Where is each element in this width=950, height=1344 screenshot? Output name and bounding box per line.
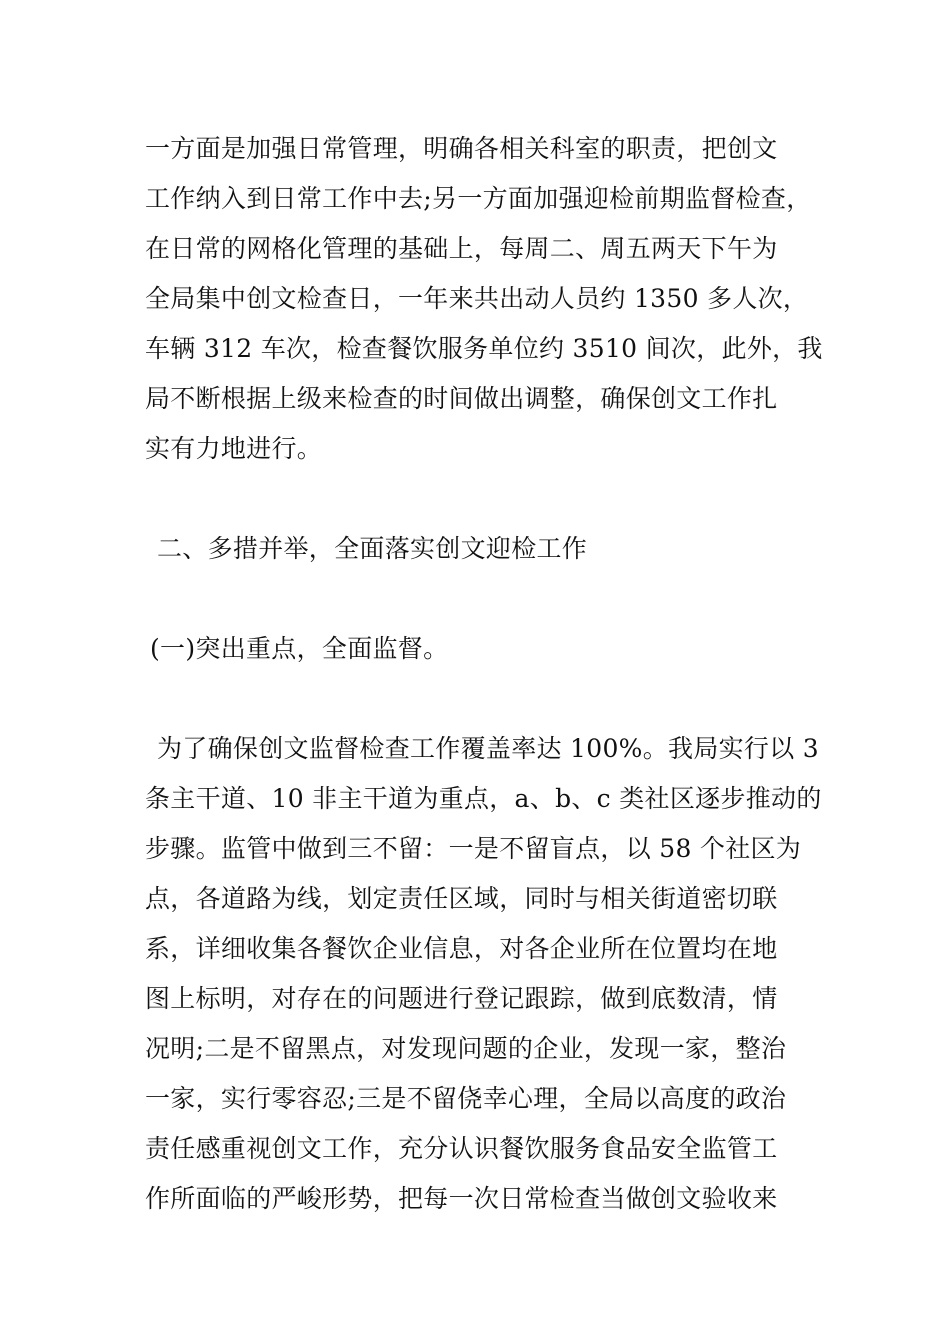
paragraph-line: 系，详细收集各餐饮企业信息，对各企业所在位置均在地 bbox=[145, 934, 778, 963]
paragraph-line: 在日常的网格化管理的基础上，每周二、周五两天下午为 bbox=[145, 234, 778, 263]
paragraph-line: 车辆 312 车次，检查餐饮服务单位约 3510 间次，此外，我 bbox=[145, 334, 823, 363]
paragraph-line: 步骤。监管中做到三不留：一是不留盲点，以 58 个社区为 bbox=[145, 834, 802, 863]
paragraph-line: 一方面是加强日常管理，明确各相关科室的职责，把创文 bbox=[145, 134, 778, 163]
paragraph-line: 局不断根据上级来检查的时间做出调整，确保创文工作扎 bbox=[145, 384, 778, 413]
section-heading: 二、多措并举，全面落实创文迎检工作 bbox=[157, 534, 588, 563]
paragraph-line: 况明;二是不留黑点，对发现问题的企业，发现一家，整治 bbox=[145, 1034, 787, 1063]
paragraph-line: 作所面临的严峻形势，把每一次日常检查当做创文验收来 bbox=[145, 1184, 778, 1213]
sub-heading: (一)突出重点，全面监督。 bbox=[150, 634, 449, 663]
paragraph-line: 点，各道路为线，划定责任区域，同时与相关街道密切联 bbox=[145, 884, 778, 913]
paragraph-line: 图上标明，对存在的问题进行登记跟踪，做到底数清，情 bbox=[145, 984, 778, 1013]
paragraph-line: 全局集中创文检查日，一年来共出动人员约 1350 多人次， bbox=[145, 284, 809, 313]
paragraph-line: 为了确保创文监督检查工作覆盖率达 100%。我局实行以 3 bbox=[157, 734, 819, 763]
paragraph-line: 条主干道、10 非主干道为重点，a、b、c 类社区逐步推动的 bbox=[145, 784, 822, 813]
paragraph-line: 一家，实行零容忍;三是不留侥幸心理，全局以高度的政治 bbox=[145, 1084, 787, 1113]
paragraph-line: 工作纳入到日常工作中去;另一方面加强迎检前期监督检查， bbox=[145, 184, 812, 213]
paragraph-line: 实有力地进行。 bbox=[145, 434, 323, 463]
paragraph-line: 责任感重视创文工作，充分认识餐饮服务食品安全监管工 bbox=[145, 1134, 778, 1163]
